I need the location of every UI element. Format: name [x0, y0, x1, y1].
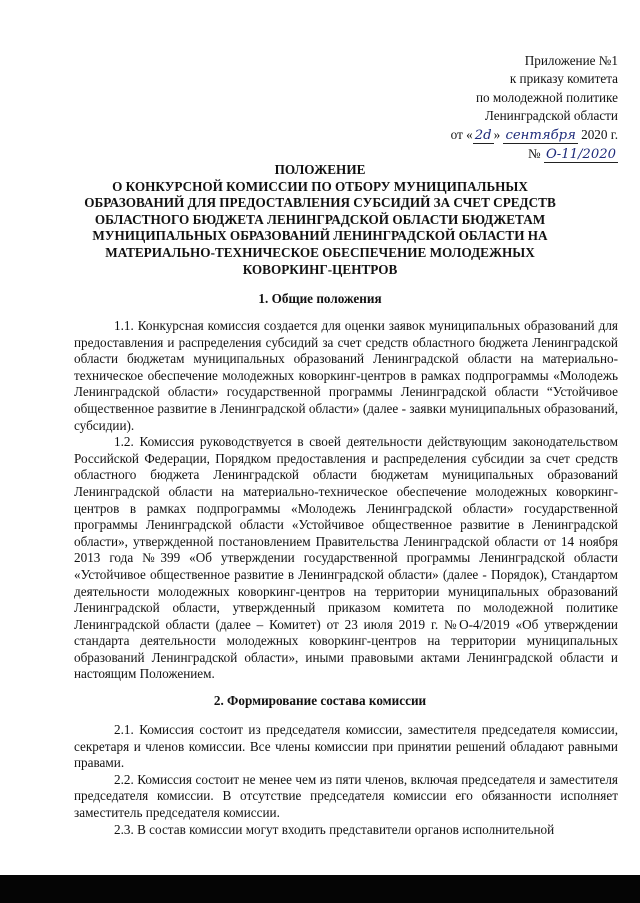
appendix-line-2: к приказу комитета [509, 71, 618, 87]
number-prefix: № [528, 146, 541, 162]
title-line-7: КОВОРКИНГ-ЦЕНТРОВ [242, 261, 398, 277]
appendix-block [451, 52, 618, 164]
date-mid: » [493, 126, 501, 142]
handwritten-number: О-11/2020 [545, 147, 616, 163]
appendix-date-line [451, 126, 618, 145]
title-line-5: МУНИЦИПАЛЬНЫХ ОБРАЗОВАНИЙ ЛЕНИНГРАДСКОЙ ОБЛАСТИ НА [92, 228, 548, 244]
title-line-4: ОБЛАСТНОГО БЮДЖЕТА ЛЕНИНГРАДСКОЙ ОБЛАСТИ БЮДЖЕТАМ [94, 211, 546, 227]
paragraph-2-1: 2.1. Комиссия состоит из председателя комиссии, заместителя председателя комиссии, секретаря и членов комиссии. Все члены комиссии при принятии решений обладают равными правами. [74, 722, 618, 771]
paragraph-1-2: 1.2. Комиссия руководствуется в своей деятельности действующим законодательством Российской Федерации, Порядком предоставления и распределения субсидии за счет средств областного бюджета Ленинградской области бюджетам муниципальных образований Ленинградской области на материально-техническое обеспечение молодежных коворкинг-центров в рамках подпрограммы «Молодежь Ленинградской области» государственной программы Ленинградской области «Устойчивое общественное развитие в Ленинградской области», утвержденной постановлением Правительства Ленинградской области от 14 ноября 2013 года №399 «Об утверждении государственной программы Ленинградской области «Устойчивое общественное развитие в Ленинградской области» (далее - Порядок), Стандартом деятельности молодежных коворкинг-центров на территории муниципальных образований Ленинградской области, утвержденный приказом комитета по молодежной политике Ленинградской области (далее – Комитет) от 23 июля 2019 г. №О-4/2019 «Об утверждении стандарта деятельности молодежных коворкинг-центров на территории муниципальных образований Ленинградской области», иными правовыми актами Ленинградской области и настоящим Положением. [74, 434, 618, 682]
section-1-heading: 1. Общие положения [258, 291, 382, 306]
handwritten-day: 2d [474, 127, 492, 143]
section-1-body [74, 318, 618, 683]
appendix-line-1: Приложение №1 [524, 53, 618, 68]
scan-bottom-bar [0, 875, 640, 903]
handwritten-month: сентября [505, 127, 576, 143]
title-line-6: МАТЕРИАЛЬНО-ТЕХНИЧЕСКОЕ ОБЕСПЕЧЕНИЕ МОЛОДЕЖНЫХ [105, 244, 535, 260]
appendix-line-4: Ленинградской области [484, 108, 618, 124]
title-line-1: ПОЛОЖЕНИЕ [274, 162, 366, 177]
title-line-2: О КОНКУРСНОЙ КОМИССИИ ПО ОТБОРУ МУНИЦИПАЛЬНЫХ [112, 178, 528, 194]
appendix-line-3: по молодежной политике [475, 89, 618, 105]
section-2-heading: 2. Формирование состава комиссии [213, 693, 427, 708]
paragraph-2-3: 2.3. В состав комиссии могут входить представители органов исполнительной [114, 821, 555, 837]
paragraph-1-1: 1.1. Конкурсная комиссия создается для оценки заявок муниципальных образований для предоставления и распределения субсидий за счет средств областного бюджета Ленинградской области бюджетам муниципальных образований Ленинградской области на материально-техническое обеспечение молодежных коворкинг-центров в рамках подпрограммы «Молодежь Ленинградской области» государственной программы Ленинградской области “Устойчивое общественное развитие в Ленинградской области» (далее - заявки муниципальных образований, субсидии). [74, 318, 618, 433]
date-year: 2020 г. [581, 126, 618, 142]
section-2-body [74, 722, 618, 838]
title-line-3: ОБРАЗОВАНИЙ ДЛЯ ПРЕДОСТАВЛЕНИЯ СУБСИДИЙ ЗА СЧЕТ СРЕДСТВ [84, 195, 556, 211]
date-prefix: от « [450, 126, 473, 142]
document-title [40, 162, 600, 278]
paragraph-2-2: 2.2. Комиссия состоит не менее чем из пяти членов, включая председателя и заместителя председателя комиссии. В отсутствие председателя комиссии его обязанности исполняет заместитель председателя комиссии. [74, 771, 618, 820]
